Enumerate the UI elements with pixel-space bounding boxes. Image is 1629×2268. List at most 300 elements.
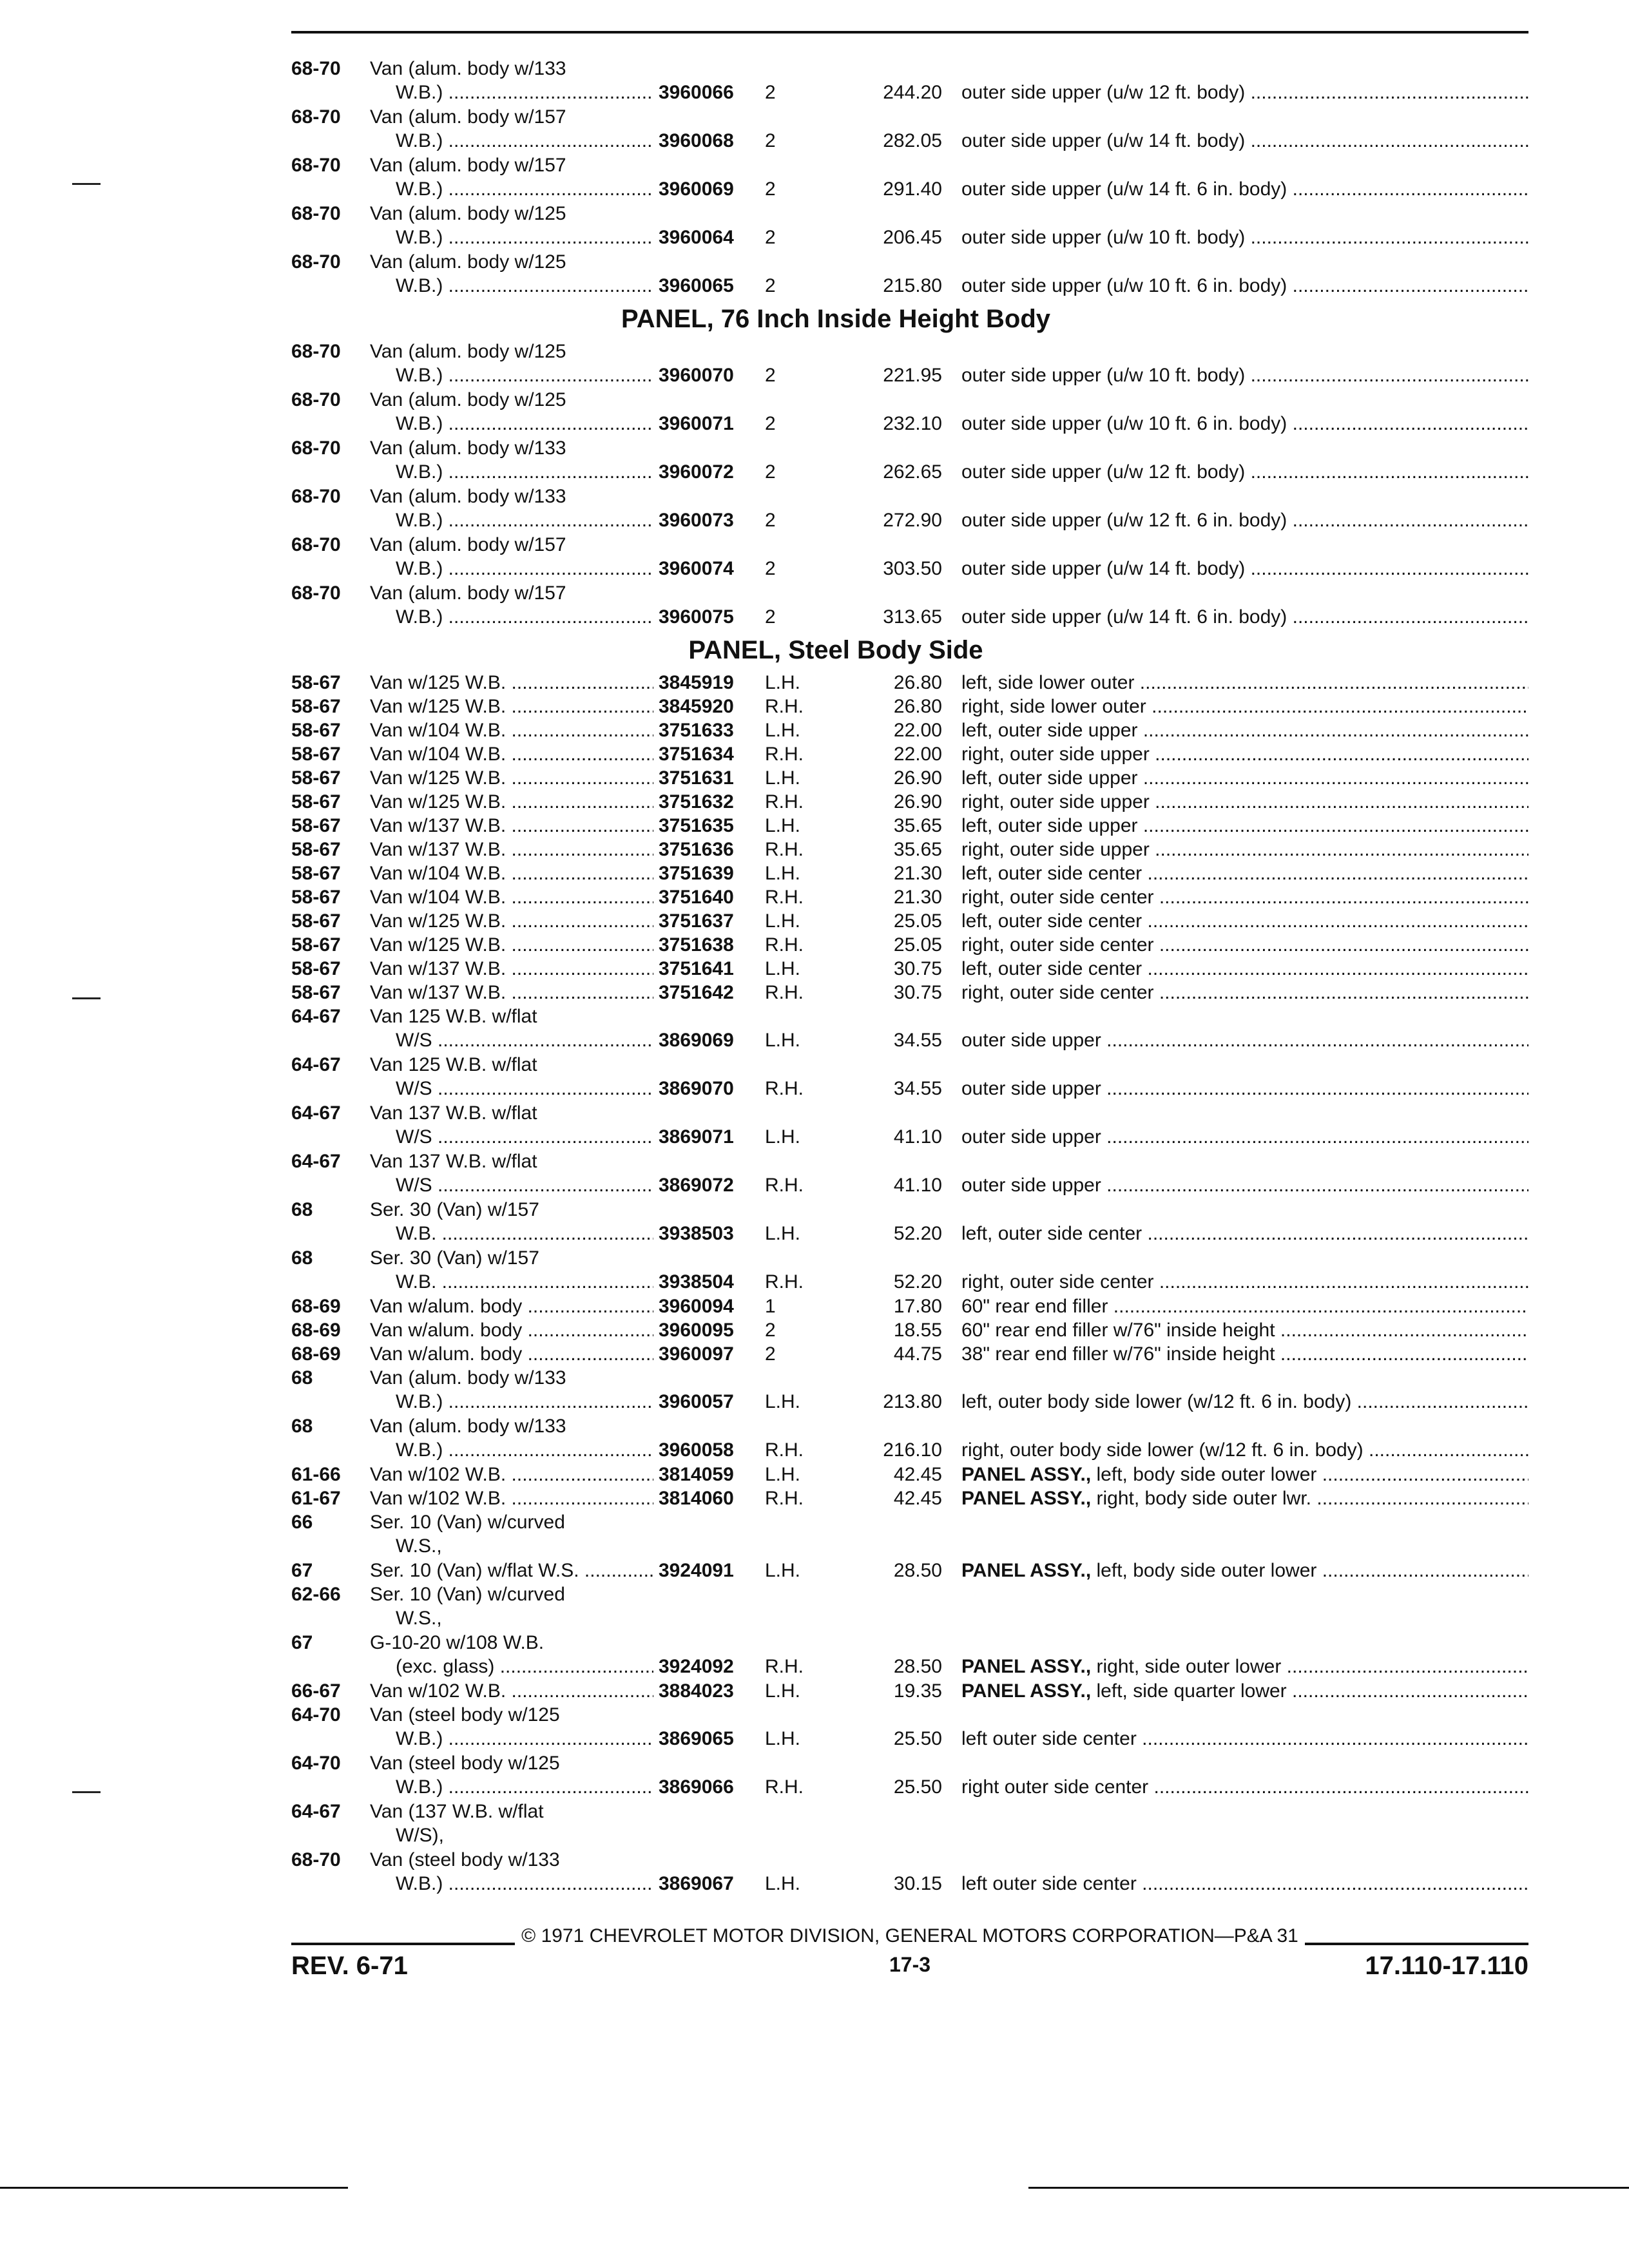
model-description: Van w/125 W.B. ..... <box>370 933 653 957</box>
quantity-side: 2 <box>765 227 776 248</box>
part-row <box>291 671 1528 695</box>
model-description: Van (alum. body w/125 <box>370 389 566 410</box>
description-text: outer side upper (u/w 14 ft. body) <box>961 130 1246 151</box>
description-text: 60" rear end filler <box>961 1296 1108 1317</box>
part-number: 3960058 <box>659 1439 734 1461</box>
part-row <box>291 250 1528 298</box>
bottom-rule-right <box>1028 2187 1629 2189</box>
description-text: left, outer side center <box>961 863 1142 884</box>
top-rule <box>291 31 1528 34</box>
model-description: Van w/102 W.B. ..... <box>370 1679 653 1703</box>
page-number: 17-3 <box>889 1953 931 1976</box>
model-years: 68 <box>291 1199 313 1220</box>
list-price: 42.45 <box>893 1488 942 1509</box>
model-years: 68-70 <box>291 106 341 128</box>
part-description <box>961 1390 1528 1414</box>
part-row <box>291 202 1528 250</box>
quantity-side: R.H. <box>765 1488 804 1509</box>
model-description: Van 125 W.B. w/flat <box>370 1006 537 1027</box>
quantity-side: R.H. <box>765 1656 804 1677</box>
quantity-side: R.H. <box>765 839 804 860</box>
part-description <box>961 412 1528 436</box>
copyright-line <box>291 1923 1528 1949</box>
assembly-label: PANEL ASSY., <box>961 1656 1092 1677</box>
model-years: 58-67 <box>291 863 341 884</box>
part-number: 3814060 <box>659 1488 734 1509</box>
model-description: Van w/125 W.B. ..... <box>370 695 653 718</box>
model-description-cont: W.B.) ..... <box>396 1390 653 1414</box>
part-row <box>291 1582 1528 1631</box>
model-years: 68 <box>291 1416 313 1437</box>
model-years: 64-67 <box>291 1102 341 1124</box>
list-price: 25.05 <box>893 934 942 956</box>
list-price: 42.45 <box>893 1464 942 1485</box>
quantity-side: L.H. <box>765 1560 801 1581</box>
model-description-cont: W.B.) ..... <box>396 1727 653 1751</box>
part-row <box>291 695 1528 718</box>
revision-label: REV. 6-71 <box>291 1952 408 1980</box>
part-number: 3751637 <box>659 910 734 932</box>
part-row <box>291 981 1528 1004</box>
part-description <box>961 1872 1528 1896</box>
description-text: left outer side center <box>961 1728 1137 1749</box>
list-price: 52.20 <box>893 1271 942 1293</box>
model-years: 66-67 <box>291 1680 341 1702</box>
quantity-side: L.H. <box>765 1223 801 1244</box>
description-text: left, outer side upper <box>961 720 1138 741</box>
model-description-cont: W.B.) ..... <box>396 1775 653 1799</box>
model-description: Van (alum. body w/157 <box>370 106 566 128</box>
model-description: Van (alum. body w/133 <box>370 1416 566 1437</box>
part-description <box>961 861 1528 885</box>
part-description <box>961 81 1528 104</box>
description-text: right, outer side center <box>961 887 1154 908</box>
list-price: 25.05 <box>893 910 942 932</box>
list-price: 34.55 <box>893 1078 942 1099</box>
part-description <box>961 957 1528 981</box>
part-number: 3938504 <box>659 1271 734 1293</box>
part-number: 3845919 <box>659 672 734 693</box>
list-price: 213.80 <box>883 1391 942 1412</box>
description-text: right, side lower outer <box>961 696 1146 717</box>
quantity-side: L.H. <box>765 767 801 789</box>
model-years: 62-66 <box>291 1584 341 1605</box>
part-description <box>961 1342 1528 1366</box>
model-description: Van w/alum. body ..... <box>370 1342 653 1366</box>
part-row <box>291 1246 1528 1294</box>
quantity-side: R.H. <box>765 791 804 812</box>
part-description <box>961 1775 1528 1799</box>
quantity-side: 2 <box>765 1320 776 1341</box>
description-text: left, side lower outer <box>961 672 1135 693</box>
quantity-side: 1 <box>765 1296 776 1317</box>
list-price: 26.80 <box>893 672 942 693</box>
model-years: 58-67 <box>291 887 341 908</box>
part-row <box>291 1559 1528 1582</box>
list-price: 18.55 <box>893 1320 942 1341</box>
part-description <box>961 981 1528 1004</box>
model-description: Ser. 10 (Van) w/curved <box>370 1512 565 1533</box>
quantity-side: 2 <box>765 82 776 103</box>
part-description <box>961 363 1528 387</box>
model-description-cont: W.B.) ..... <box>396 557 653 581</box>
part-row <box>291 1198 1528 1246</box>
model-years: 68-70 <box>291 1849 341 1870</box>
part-number: 3960064 <box>659 227 734 248</box>
model-description-cont: W.B.) ..... <box>396 177 653 201</box>
list-price: 21.30 <box>893 887 942 908</box>
model-years: 68-69 <box>291 1343 341 1365</box>
part-number: 3960065 <box>659 275 734 296</box>
part-description <box>961 1294 1528 1318</box>
list-price: 35.65 <box>893 815 942 836</box>
description-text: left, outer side upper <box>961 767 1138 789</box>
part-description <box>961 814 1528 838</box>
model-description: Van w/125 W.B. ..... <box>370 671 653 695</box>
part-description <box>961 1125 1528 1149</box>
quantity-side: R.H. <box>765 982 804 1003</box>
description-text: right, outer side upper <box>961 791 1150 812</box>
assembly-label: PANEL ASSY., <box>961 1560 1092 1581</box>
part-number: 3751641 <box>659 958 734 979</box>
quantity-side: R.H. <box>765 744 804 765</box>
part-row <box>291 436 1528 485</box>
part-number: 3751642 <box>659 982 734 1003</box>
description-text: outer side upper <box>961 1030 1101 1051</box>
model-description-cont: W/S ..... <box>396 1028 653 1052</box>
assembly-label: PANEL ASSY., <box>961 1488 1092 1509</box>
part-description <box>961 177 1528 201</box>
part-number: 3960068 <box>659 130 734 151</box>
list-price: 22.00 <box>893 744 942 765</box>
model-years: 58-67 <box>291 767 341 789</box>
model-years: 67 <box>291 1632 313 1653</box>
model-description: Van w/137 W.B. ..... <box>370 814 653 838</box>
part-row <box>291 1510 1528 1559</box>
list-price: 34.55 <box>893 1030 942 1051</box>
quantity-side: L.H. <box>765 1391 801 1412</box>
part-description <box>961 129 1528 153</box>
quantity-side: 2 <box>765 365 776 386</box>
part-number: 3960074 <box>659 558 734 579</box>
model-description: Van (alum. body w/125 <box>370 341 566 362</box>
margin-mark <box>72 1791 101 1793</box>
model-years: 68 <box>291 1247 313 1269</box>
model-description: Van (alum. body w/157 <box>370 582 566 604</box>
part-number: 3960070 <box>659 365 734 386</box>
model-description: Van (alum. body w/133 <box>370 58 566 79</box>
description-text: left, outer side upper <box>961 815 1138 836</box>
description-text: right, outer side center <box>961 1271 1154 1293</box>
description-text: outer side upper (u/w 10 ft. 6 in. body) <box>961 413 1287 434</box>
list-price: 30.75 <box>893 982 942 1003</box>
part-number: 3960097 <box>659 1343 734 1365</box>
part-description <box>961 1727 1528 1751</box>
part-row <box>291 533 1528 581</box>
section-heading: PANEL, 76 Inch Inside Height Body <box>621 305 1050 333</box>
part-row <box>291 1486 1528 1510</box>
model-description: G-10-20 w/108 W.B. <box>370 1632 545 1653</box>
part-row <box>291 153 1528 202</box>
list-price: 25.50 <box>893 1728 942 1749</box>
part-description <box>961 1270 1528 1294</box>
part-number: 3869067 <box>659 1873 734 1894</box>
description-text: left, outer side center <box>961 958 1142 979</box>
part-number: 3960057 <box>659 1391 734 1412</box>
description-text: outer side upper (u/w 12 ft. 6 in. body) <box>961 510 1287 531</box>
description-text: right, outer side center <box>961 982 1154 1003</box>
quantity-side: L.H. <box>765 910 801 932</box>
part-row <box>291 909 1528 933</box>
model-years: 68-70 <box>291 155 341 176</box>
description-text: outer side upper (u/w 14 ft. 6 in. body) <box>961 606 1287 628</box>
model-description: Van (alum. body w/133 <box>370 1367 566 1389</box>
part-description <box>961 1028 1528 1052</box>
part-description <box>961 909 1528 933</box>
copyright-text: © 1971 CHEVROLET MOTOR DIVISION, GENERAL MOTORS CORPORATION—P&A 31 <box>515 1925 1305 1946</box>
description-text: 38" rear end filler w/76" inside height <box>961 1343 1275 1365</box>
model-description: Van (alum. body w/133 <box>370 437 566 459</box>
model-years: 68 <box>291 1367 313 1389</box>
part-number: 3960073 <box>659 510 734 531</box>
description-text: right outer side center <box>961 1776 1149 1798</box>
model-years: 68-70 <box>291 58 341 79</box>
part-number: 3960072 <box>659 461 734 483</box>
model-description-cont: W.S., <box>396 1608 442 1629</box>
list-price: 30.75 <box>893 958 942 979</box>
part-row <box>291 1414 1528 1463</box>
quantity-side: L.H. <box>765 1680 801 1702</box>
model-years: 68-70 <box>291 389 341 410</box>
model-description-cont: W.B.) ..... <box>396 274 653 298</box>
list-price: 21.30 <box>893 863 942 884</box>
part-description <box>961 1486 1528 1510</box>
part-row <box>291 766 1528 790</box>
model-description-cont: W.B. ..... <box>396 1222 653 1245</box>
model-description: Van 125 W.B. w/flat <box>370 1054 537 1075</box>
part-row <box>291 1053 1528 1101</box>
list-price: 41.10 <box>893 1175 942 1196</box>
quantity-side: 2 <box>765 606 776 628</box>
model-years: 58-67 <box>291 791 341 812</box>
model-description: Van (alum. body w/125 <box>370 203 566 224</box>
model-description: Van w/alum. body ..... <box>370 1294 653 1318</box>
quantity-side: L.H. <box>765 672 801 693</box>
part-number: 3751635 <box>659 815 734 836</box>
quantity-side: L.H. <box>765 815 801 836</box>
part-description <box>961 274 1528 298</box>
quantity-side: R.H. <box>765 1776 804 1798</box>
model-description: Van w/125 W.B. ..... <box>370 790 653 814</box>
part-number: 3960071 <box>659 413 734 434</box>
model-description-cont: W.B.) ..... <box>396 412 653 436</box>
list-price: 30.15 <box>893 1873 942 1894</box>
model-years: 68-70 <box>291 203 341 224</box>
model-years: 68-70 <box>291 582 341 604</box>
part-row <box>291 1631 1528 1679</box>
list-price: 28.50 <box>893 1656 942 1677</box>
model-years: 58-67 <box>291 672 341 693</box>
description-text: right, side outer lower <box>1096 1656 1282 1677</box>
description-text: outer side upper (u/w 12 ft. body) <box>961 461 1246 483</box>
part-number: 3869065 <box>659 1728 734 1749</box>
model-years: 68-70 <box>291 534 341 555</box>
description-text: outer side upper (u/w 10 ft. body) <box>961 365 1246 386</box>
list-price: 313.65 <box>883 606 942 628</box>
description-text: left, body side outer lower <box>1096 1464 1317 1485</box>
model-years: 64-67 <box>291 1151 341 1172</box>
part-description <box>961 742 1528 766</box>
part-description <box>961 933 1528 957</box>
model-description: Van w/104 W.B. ..... <box>370 718 653 742</box>
description-text: outer side upper (u/w 10 ft. 6 in. body) <box>961 275 1287 296</box>
model-description: Van w/104 W.B. ..... <box>370 742 653 766</box>
part-row <box>291 388 1528 436</box>
list-price: 303.50 <box>883 558 942 579</box>
part-number: 3869069 <box>659 1030 734 1051</box>
model-years: 67 <box>291 1560 313 1581</box>
model-description: Van (alum. body w/133 <box>370 486 566 507</box>
part-number: 3960075 <box>659 606 734 628</box>
margin-mark <box>72 997 101 999</box>
model-years: 68-70 <box>291 486 341 507</box>
model-description: Ser. 30 (Van) w/157 <box>370 1247 539 1269</box>
list-price: 17.80 <box>893 1296 942 1317</box>
part-row <box>291 1149 1528 1198</box>
list-price: 41.10 <box>893 1126 942 1148</box>
model-years: 68-70 <box>291 437 341 459</box>
part-description <box>961 885 1528 909</box>
model-years: 58-67 <box>291 720 341 741</box>
part-row <box>291 340 1528 388</box>
model-description: Van w/125 W.B. ..... <box>370 766 653 790</box>
section-range: 17.110-17.110 <box>1365 1952 1528 1980</box>
part-number: 3924091 <box>659 1560 734 1581</box>
description-text: outer side upper (u/w 14 ft. body) <box>961 558 1246 579</box>
model-description-cont: W.B.) ..... <box>396 605 653 629</box>
description-text: left, body side outer lower <box>1096 1560 1317 1581</box>
quantity-side: R.H. <box>765 934 804 956</box>
part-description <box>961 1679 1528 1703</box>
description-text: right, outer side upper <box>961 744 1150 765</box>
model-description: Van w/104 W.B. ..... <box>370 885 653 909</box>
description-text: right, outer body side lower (w/12 ft. 6 in. body) <box>961 1439 1364 1461</box>
part-row <box>291 861 1528 885</box>
description-text: right, outer side center <box>961 934 1154 956</box>
quantity-side: 2 <box>765 461 776 483</box>
list-price: 216.10 <box>883 1439 942 1461</box>
model-years: 64-67 <box>291 1801 341 1822</box>
model-years: 66 <box>291 1512 313 1533</box>
list-price: 206.45 <box>883 227 942 248</box>
part-number: 3960094 <box>659 1296 734 1317</box>
list-price: 28.50 <box>893 1560 942 1581</box>
model-description: Van (alum. body w/125 <box>370 251 566 273</box>
quantity-side: R.H. <box>765 1271 804 1293</box>
part-row <box>291 838 1528 861</box>
model-description-cont: W.B.) ..... <box>396 81 653 104</box>
quantity-side: L.H. <box>765 1030 801 1051</box>
quantity-side: R.H. <box>765 1175 804 1196</box>
part-row <box>291 885 1528 909</box>
list-price: 25.50 <box>893 1776 942 1798</box>
quantity-side: 2 <box>765 558 776 579</box>
list-price: 221.95 <box>883 365 942 386</box>
bottom-rule-left <box>0 2187 348 2189</box>
description-text: right, outer side upper <box>961 839 1150 860</box>
part-description <box>961 1173 1528 1197</box>
model-description: Van (steel body w/125 <box>370 1704 560 1725</box>
part-description <box>961 605 1528 629</box>
quantity-side: L.H. <box>765 1464 801 1485</box>
description-text: outer side upper <box>961 1078 1101 1099</box>
model-description: Van w/137 W.B. ..... <box>370 981 653 1004</box>
list-price: 26.80 <box>893 696 942 717</box>
model-years: 61-66 <box>291 1464 341 1485</box>
part-number: 3869071 <box>659 1126 734 1148</box>
part-row <box>291 1848 1528 1896</box>
quantity-side: R.H. <box>765 1078 804 1099</box>
list-price: 26.90 <box>893 791 942 812</box>
part-number: 3751639 <box>659 863 734 884</box>
model-description-cont: W.B.) ..... <box>396 508 653 532</box>
part-number: 3884023 <box>659 1680 734 1702</box>
model-description: Ser. 30 (Van) w/157 <box>370 1199 539 1220</box>
description-text: outer side upper <box>961 1175 1101 1196</box>
model-description-cont: W/S ..... <box>396 1125 653 1149</box>
part-description <box>961 718 1528 742</box>
description-text: left, outer side center <box>961 1223 1142 1244</box>
model-years: 58-67 <box>291 982 341 1003</box>
part-number: 3814059 <box>659 1464 734 1485</box>
model-description-cont: W.B.) ..... <box>396 460 653 484</box>
model-description: Van w/104 W.B. ..... <box>370 861 653 885</box>
part-row <box>291 814 1528 838</box>
description-text: left, outer body side lower (w/12 ft. 6 in. body) <box>961 1391 1352 1412</box>
description-text: right, body side outer lwr. <box>1096 1488 1312 1509</box>
model-years: 68-69 <box>291 1320 341 1341</box>
part-row <box>291 790 1528 814</box>
description-text: left, outer side center <box>961 910 1142 932</box>
model-years: 58-67 <box>291 696 341 717</box>
model-description-cont: W/S ..... <box>396 1173 653 1197</box>
part-number: 3960095 <box>659 1320 734 1341</box>
model-description-cont: W.B. ..... <box>396 1270 653 1294</box>
description-text: outer side upper (u/w 14 ft. 6 in. body) <box>961 178 1287 200</box>
model-description: Van 137 W.B. w/flat <box>370 1102 537 1124</box>
margin-mark <box>72 183 101 185</box>
part-description <box>961 695 1528 718</box>
part-number: 3924092 <box>659 1656 734 1677</box>
model-description: Ser. 10 (Van) w/flat W.S. ..... <box>370 1559 653 1582</box>
model-description: Van w/137 W.B. ..... <box>370 838 653 861</box>
model-years: 64-70 <box>291 1753 341 1774</box>
description-text: 60" rear end filler w/76" inside height <box>961 1320 1275 1341</box>
quantity-side: L.H. <box>765 1728 801 1749</box>
section-heading: PANEL, Steel Body Side <box>688 636 983 664</box>
quantity-side: R.H. <box>765 887 804 908</box>
model-description: Van (steel body w/133 <box>370 1849 560 1870</box>
description-text: outer side upper (u/w 10 ft. body) <box>961 227 1246 248</box>
quantity-side: R.H. <box>765 1439 804 1461</box>
list-price: 26.90 <box>893 767 942 789</box>
part-number: 3751634 <box>659 744 734 765</box>
model-description: Van (steel body w/125 <box>370 1753 560 1774</box>
quantity-side: L.H. <box>765 1126 801 1148</box>
model-description-cont: W.B.) ..... <box>396 1438 653 1462</box>
quantity-side: L.H. <box>765 958 801 979</box>
part-number: 3869072 <box>659 1175 734 1196</box>
